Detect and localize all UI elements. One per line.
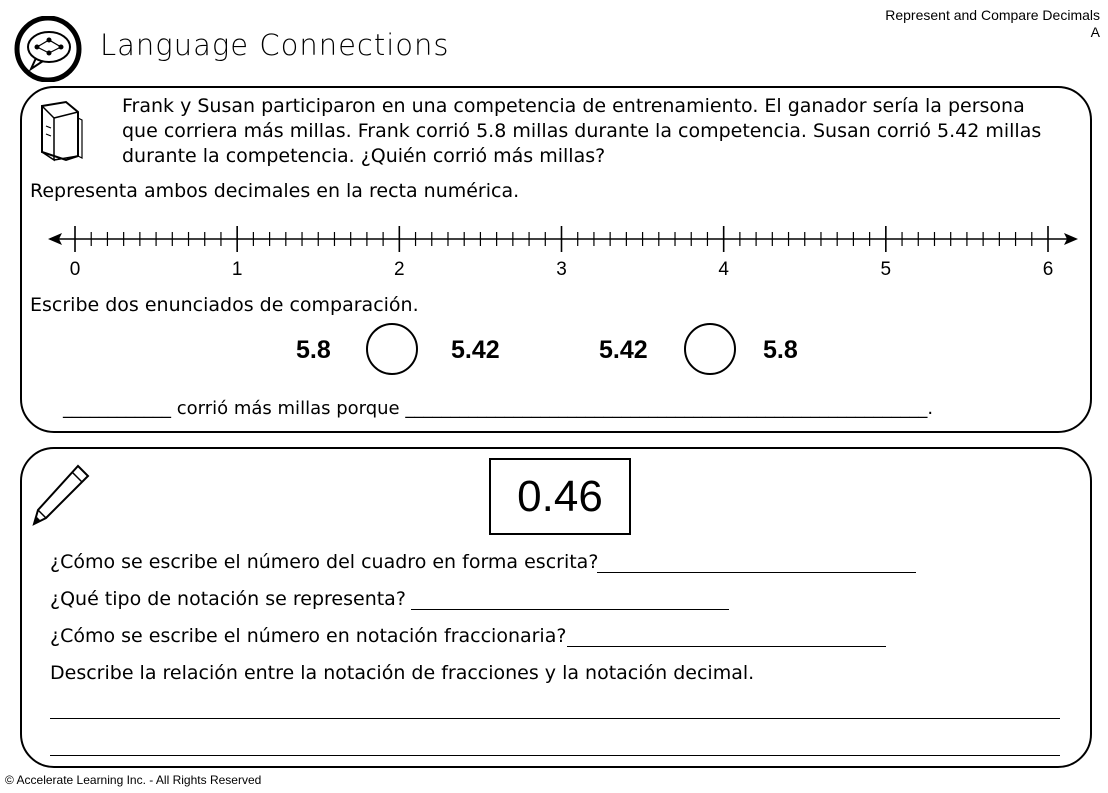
speech-bubble-logo-icon (14, 16, 82, 82)
comparison-2-symbol-circle[interactable] (684, 323, 736, 375)
word-problem-text: Frank y Susan participaron en una competencia de entrenamiento. El ganador sería la persona que corriera más millas. Frank corrió 5.8 millas durante la competencia. Susan corrió 5.42 millas durante la competencia. ¿Quién corrió más millas? (122, 95, 1042, 167)
reason-sentence (63, 398, 933, 419)
boxed-number: 0.46 (489, 458, 631, 535)
comparison-instruction: Escribe dos enunciados de comparación. (30, 294, 419, 316)
worksheet-version: A (1090, 24, 1100, 40)
tick-label: 0 (69, 259, 81, 280)
reason-sentence-period: . (927, 398, 934, 419)
pencil-icon (30, 462, 92, 528)
question-written-form: ¿Cómo se escribe el número del cuadro en forma escrita? (50, 551, 599, 573)
worksheet-topic: Represent and Compare Decimals (885, 7, 1100, 23)
worksheet-header (885, 7, 1100, 41)
question-notation-type: ¿Qué tipo de notación se representa? (50, 588, 406, 610)
number-line-instruction: Representa ambos decimales en la recta numérica. (30, 180, 520, 202)
runner-name-blank[interactable]: ____________ (63, 398, 171, 419)
tick-label: 6 (1042, 259, 1054, 280)
book-icon (36, 98, 86, 162)
reason-blank[interactable]: __________________________________________________________ (405, 398, 928, 419)
tick-label: 5 (880, 259, 892, 280)
comparison-1-right: 5.42 (451, 336, 500, 364)
answer-line-notation-type[interactable] (411, 609, 729, 610)
number-line[interactable] (40, 222, 1090, 284)
page-title: Language Connections (100, 28, 450, 62)
tick-label: 1 (231, 259, 243, 280)
reason-sentence-middle: corrió más millas porque (176, 398, 400, 419)
answer-line-fraction-notation[interactable] (567, 646, 886, 647)
tick-label: 2 (394, 259, 405, 280)
comparison-1-left: 5.8 (296, 336, 331, 364)
question-fraction-notation: ¿Cómo se escribe el número en notación fraccionaria? (50, 625, 567, 647)
tick-label: 3 (556, 259, 567, 280)
comparison-2-left: 5.42 (599, 336, 648, 364)
answer-line-written-form[interactable] (597, 572, 916, 573)
answer-line-relationship-1[interactable] (50, 718, 1060, 719)
tick-label: 4 (718, 259, 729, 280)
copyright-footer: © Accelerate Learning Inc. - All Rights Reserved (5, 773, 262, 787)
comparison-1-symbol-circle[interactable] (366, 323, 418, 375)
comparison-2-right: 5.8 (763, 336, 798, 364)
answer-line-relationship-2[interactable] (50, 755, 1060, 756)
question-describe-relationship: Describe la relación entre la notación de fracciones y la notación decimal. (50, 662, 755, 684)
